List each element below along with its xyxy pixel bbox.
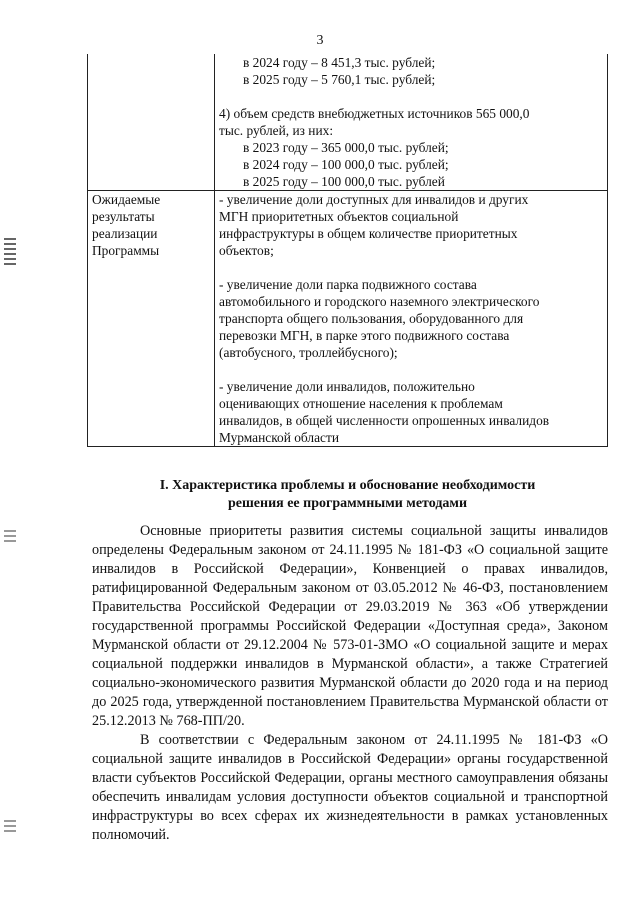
result-line: - увеличение доли инвалидов, положительно bbox=[219, 379, 475, 394]
funding-cell bbox=[215, 54, 608, 191]
extrabudget-heading: 4) объем средств внебюджетных источников 565 000,0 bbox=[219, 106, 530, 121]
results-label: Ожидаемые bbox=[92, 192, 161, 207]
body-text bbox=[92, 522, 608, 845]
extrabudget-line: в 2025 году – 100 000,0 тыс. рублей bbox=[243, 174, 445, 189]
section-title bbox=[87, 477, 608, 513]
section-title-line: решения ее программными методами bbox=[227, 496, 468, 511]
result-line: Мурманской области bbox=[219, 430, 339, 445]
result-line: оценивающих отношение населения к проблемам bbox=[219, 396, 503, 411]
section-title-line: I. Характеристика проблемы и обоснование необходимости bbox=[159, 478, 536, 493]
result-item bbox=[219, 276, 603, 361]
result-line: транспорта общего пользования, оборудованного для bbox=[219, 311, 524, 326]
result-line: автомобильного и городского наземного электрического bbox=[219, 294, 540, 309]
paragraph: В соответствии с Федеральным законом от 24.11.1995 № 181-ФЗ «О социальной защите инвалидов в Российской Федерации» органы государственной власти субъектов Российской Федерации, органы местного самоуправления обязаны обеспечить инвалидам условия доступности объектов социальной и транспортной инфраструктуры во всех сферах их жизнедеятельности в рамках установленных полномочий. bbox=[92, 732, 608, 843]
result-line: инфраструктуры в общем количестве приоритетных bbox=[219, 226, 518, 241]
result-line: - увеличение доли парка подвижного состава bbox=[219, 277, 477, 292]
results-label: реализации bbox=[92, 226, 158, 241]
results-label: Программы bbox=[92, 243, 160, 258]
result-line: - увеличение доли доступных для инвалидов и других bbox=[219, 192, 529, 207]
paragraph: Основные приоритеты развития системы социальной защиты инвалидов определены Федеральным законом от 24.11.1995 № 181-ФЗ «О социальной защите инвалидов в Российской Федерации», Конвенцией о правах инвалидов, ратифицированной Федеральным законом от 03.05.2012 № 46-ФЗ, постановлением Правительства Российской Федерации от 29.03.2019 № 363 «Об утверждении государственной программы Российской Федерации «Доступная среда», Законом Мурманской области от 29.12.2004 № 573-01-ЗМО «О социальной защите и мерах социальной поддержки инвалидов в Мурманской области», а также Стратегией социально-экономического развития Мурманской области до 2020 года и на период до 2025 года, утвержденной постановлением Правительства Мурманской области от 25.12.2013 № 768-ПП/20. bbox=[92, 523, 608, 729]
result-line: (автобусного, троллейбусного); bbox=[219, 345, 398, 360]
program-passport-table bbox=[87, 54, 608, 447]
result-item bbox=[219, 378, 603, 446]
funding-row bbox=[88, 54, 608, 191]
results-label-cell bbox=[88, 191, 215, 447]
result-line: инвалидов, в общей численности опрошенных инвалидов bbox=[219, 413, 550, 428]
result-item bbox=[219, 191, 603, 259]
result-line: МГН приоритетных объектов социальной bbox=[219, 209, 459, 224]
results-row bbox=[88, 191, 608, 447]
funding-line: в 2025 году – 5 760,1 тыс. рублей; bbox=[243, 72, 436, 87]
results-cell bbox=[215, 191, 608, 447]
page-number: 3 bbox=[316, 33, 324, 48]
funding-label-cell bbox=[88, 54, 215, 191]
extrabudget-heading: тыс. рублей, из них: bbox=[219, 123, 334, 138]
binding-hole-mark bbox=[4, 820, 16, 834]
result-line: перевозки МГН, в парке этого подвижного состава bbox=[219, 328, 510, 343]
extrabudget-line: в 2024 году – 100 000,0 тыс. рублей; bbox=[243, 157, 449, 172]
result-line: объектов; bbox=[219, 243, 274, 258]
results-label: результаты bbox=[92, 209, 155, 224]
extrabudget-line: в 2023 году – 365 000,0 тыс. рублей; bbox=[243, 140, 449, 155]
binding-hole-mark bbox=[4, 530, 16, 544]
funding-line: в 2024 году – 8 451,3 тыс. рублей; bbox=[243, 55, 436, 70]
binding-hole-mark bbox=[4, 238, 16, 266]
